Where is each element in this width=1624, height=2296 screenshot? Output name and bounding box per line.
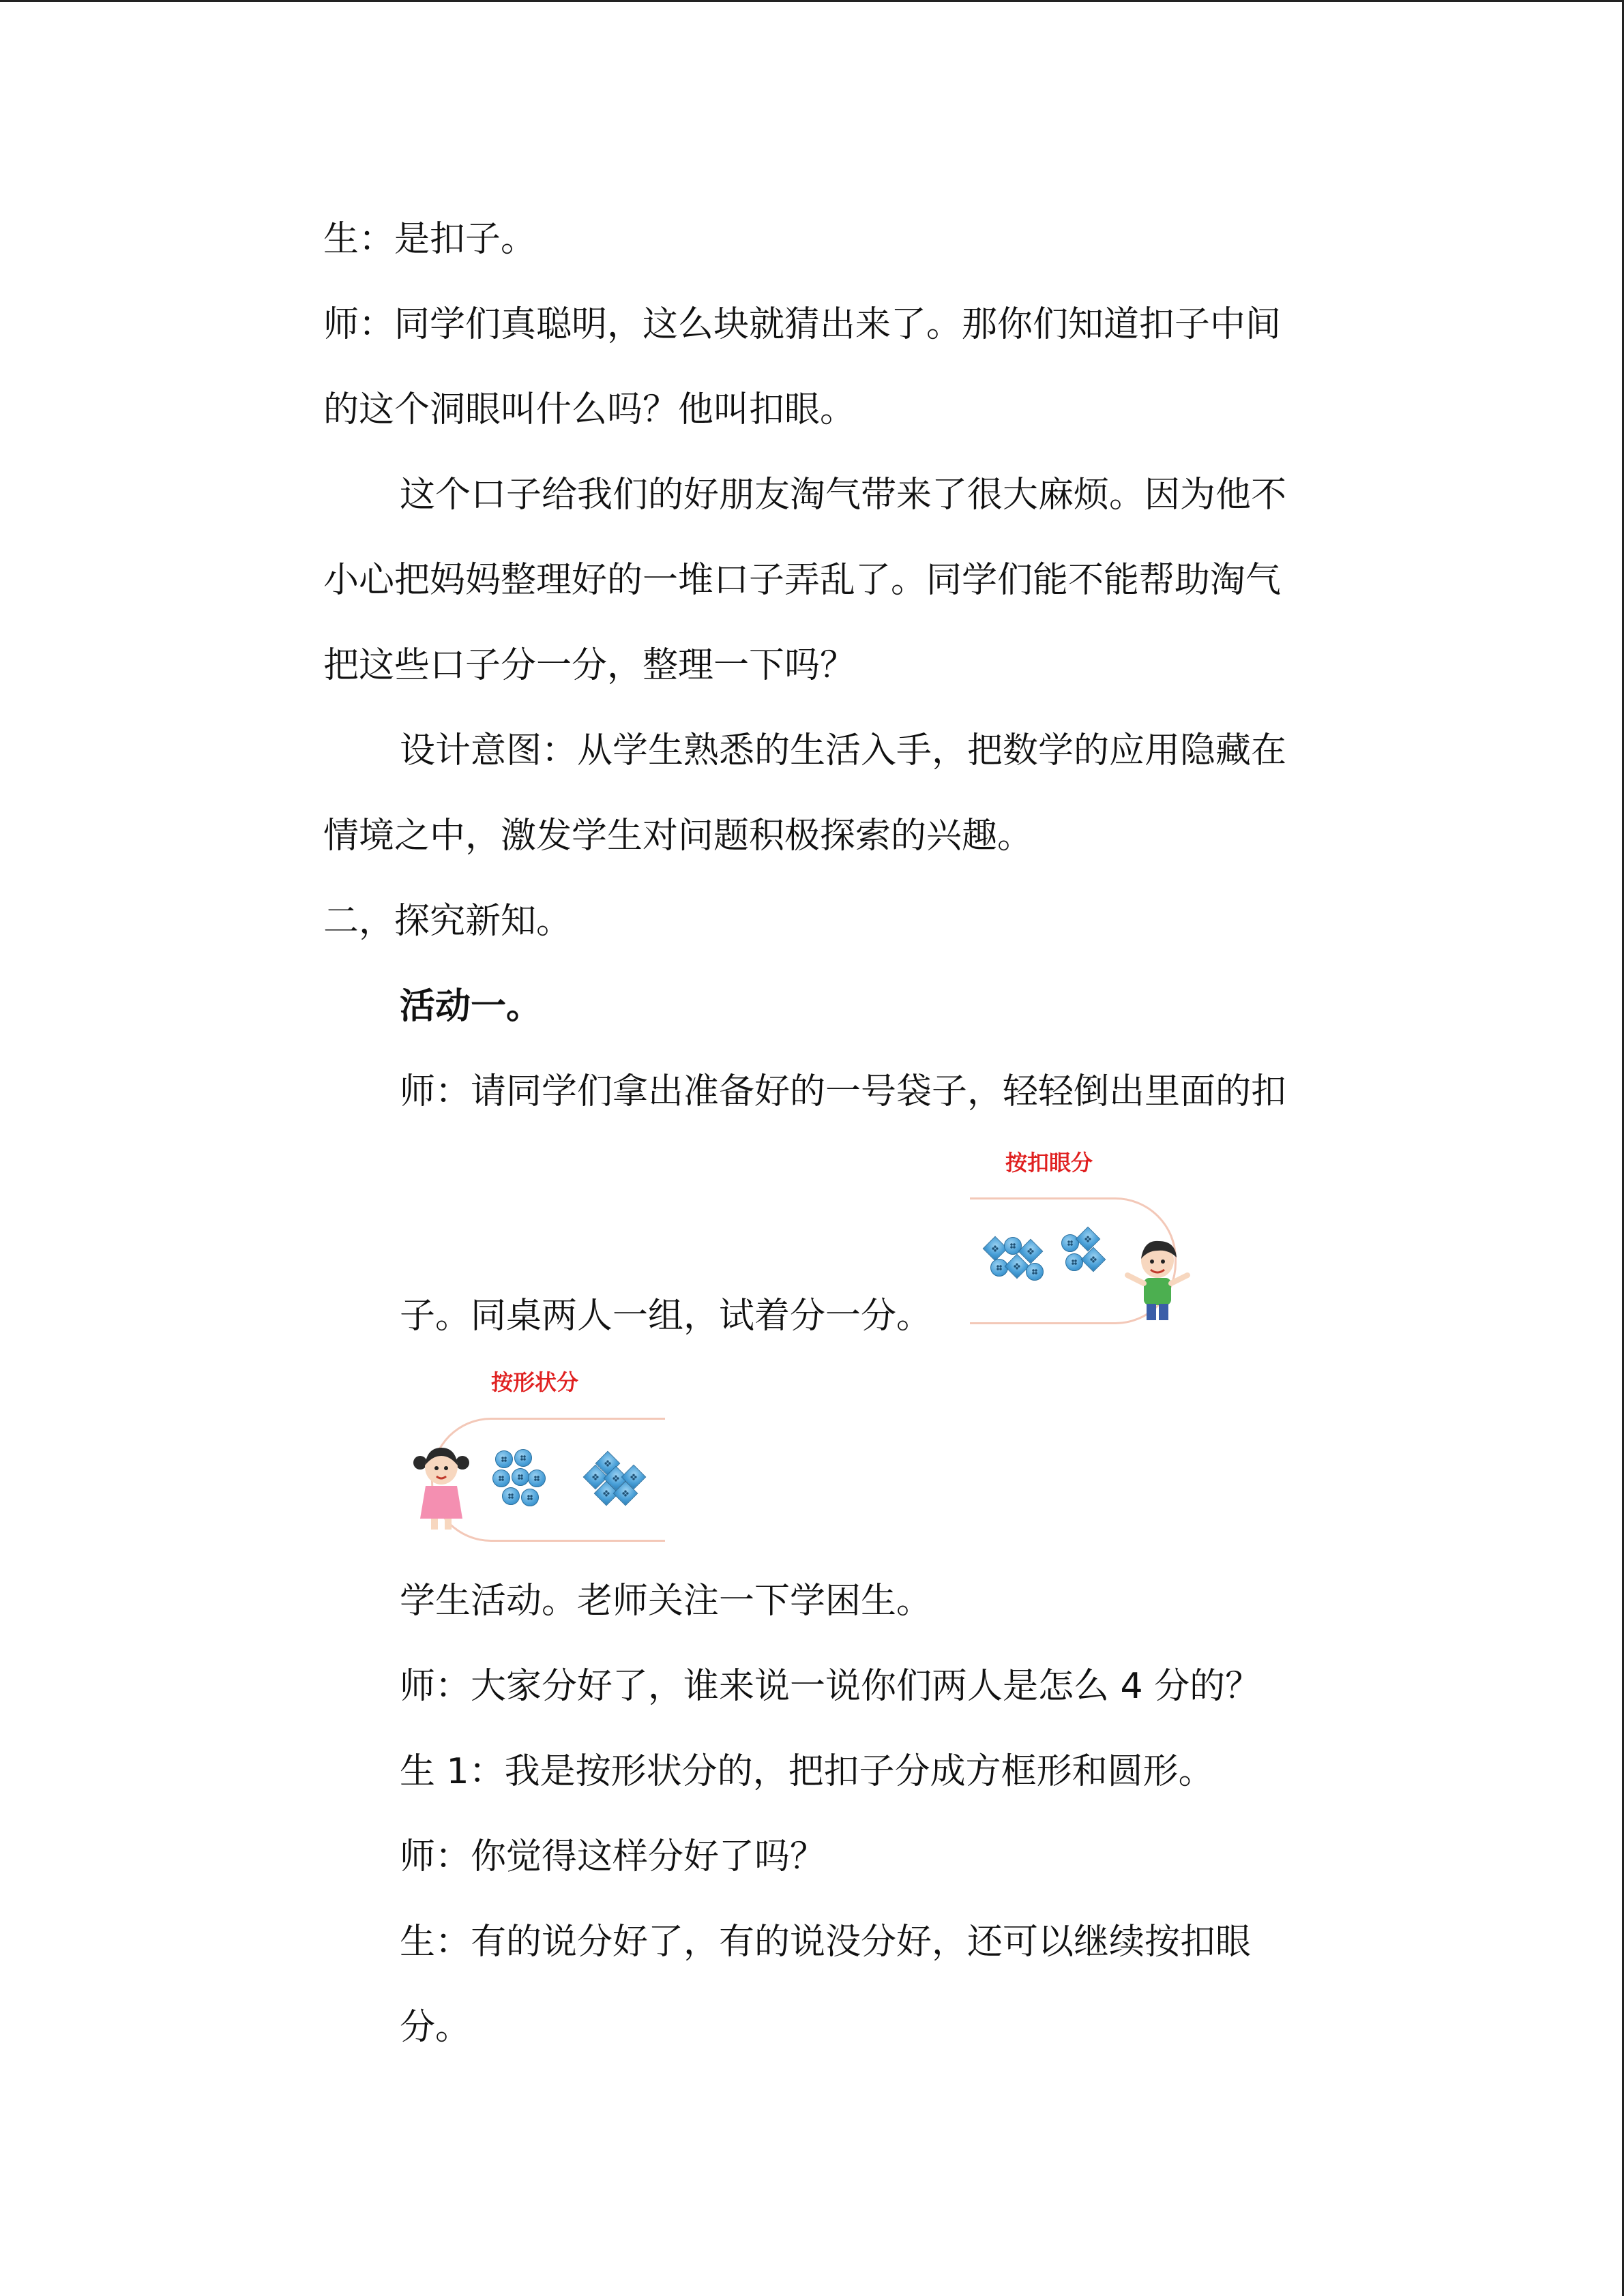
button-group-square: [582, 1452, 644, 1506]
text-line-11: 师：请同学们拿出准备好的一号袋子，轻轻倒出里面的扣: [400, 1071, 1287, 1112]
figure-sort-by-holes: [970, 1195, 1195, 1331]
text-line-1: 生：是扣子。: [323, 219, 537, 260]
button-group-two-holes: [1059, 1229, 1113, 1283]
activity-heading: 活动一。: [400, 986, 542, 1027]
button-icon: [528, 1470, 546, 1487]
button-icon: [495, 1450, 513, 1468]
button-icon: [1026, 1263, 1044, 1281]
button-icon: [492, 1470, 510, 1487]
button-group-four-holes: [984, 1236, 1045, 1290]
text-line-2: 师：同学们真聪明，这么块就猜出来了。那你们知道扣子中间: [323, 304, 1282, 345]
text-line-17: 生：有的说分好了，有的说没分好，还可以继续按扣眼: [400, 1922, 1252, 1963]
boy-character-icon: [1123, 1236, 1192, 1324]
figure-caption-by-shape: 按形状分: [491, 1369, 579, 1395]
button-icon: [1081, 1247, 1106, 1272]
text-line-4: 这个口子给我们的好朋友淘气带来了很大麻烦。因为他不: [400, 475, 1287, 516]
button-icon: [1076, 1227, 1101, 1252]
girl-character-icon: [411, 1442, 472, 1531]
page-top-border: [0, 0, 1624, 2]
figure-caption-by-holes: 按扣眼分: [1005, 1150, 1093, 1176]
text-line-5: 小心把妈妈整理好的一堆口子弄乱了。同学们能不能帮助淘气: [323, 560, 1282, 601]
text-line-13: 学生活动。老师关注一下学困生。: [400, 1581, 932, 1622]
text-line-6: 把这些口子分一分，整理一下吗？: [323, 645, 856, 686]
text-line-7: 设计意图：从学生熟悉的生活入手，把数学的应用隐藏在: [400, 730, 1287, 771]
button-icon: [502, 1487, 520, 1505]
button-icon: [514, 1449, 532, 1467]
text-line-12: 子。同桌两人一组，试着分一分。: [400, 1296, 932, 1337]
text-line-3: 的这个洞眼叫什么吗？他叫扣眼。: [323, 389, 856, 430]
text-line-16: 师：你觉得这样分好了吗？: [400, 1836, 826, 1877]
text-line-15: 生 1：我是按形状分的，把扣子分成方框形和圆形。: [400, 1751, 1214, 1792]
text-line-18: 分。: [400, 2007, 471, 2048]
text-line-8: 情境之中，激发学生对问题积极探索的兴趣。: [323, 816, 1033, 856]
button-icon: [512, 1468, 529, 1486]
section-heading: 二，探究新知。: [323, 901, 572, 942]
figure-sort-by-shape: [397, 1415, 664, 1545]
text-line-14: 师：大家分好了，谁来说一说你们两人是怎么 4 分的？: [400, 1666, 1261, 1707]
button-icon: [1065, 1253, 1083, 1271]
button-group-round: [492, 1449, 547, 1510]
button-icon: [521, 1489, 539, 1506]
